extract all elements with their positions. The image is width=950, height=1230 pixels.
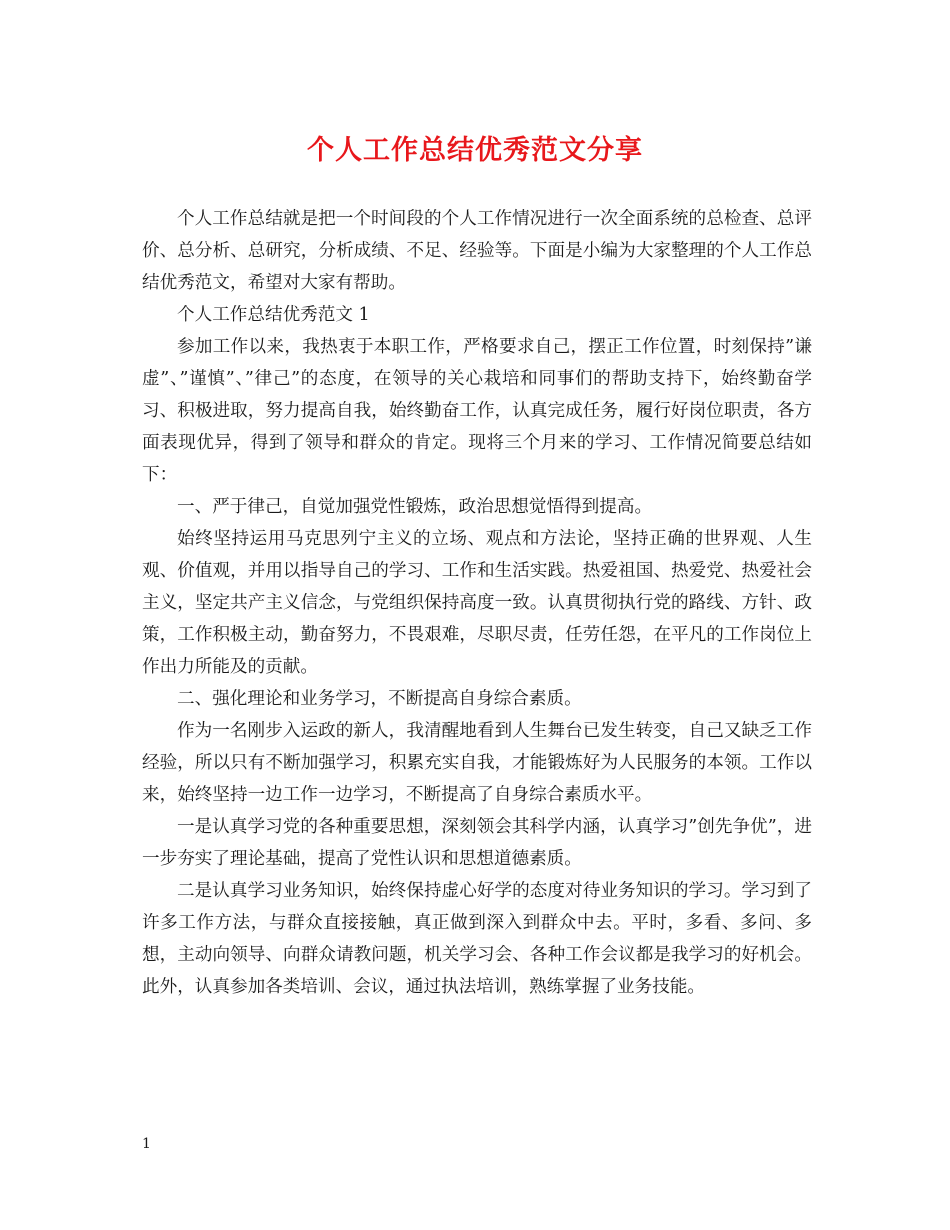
document-title: 个人工作总结优秀范文分享: [307, 135, 643, 166]
body-paragraph: 始终坚持运用马克思列宁主义的立场、观点和方法论，坚持正确的世界观、人生观、价值观，并用以指导自己的学习、工作和生活实践。热爱祖国、热爱党、热爱社会主义，坚定共产主义信念，与党组织保持高度一致。认真贯彻执行党的路线、方针、政策，工作积极主动，勤奋努力，不畏艰难，尽职尽责，任劳任怨，在平凡的工作岗位上作出力所能及的贡献。: [142, 529, 812, 677]
body-paragraph: 一是认真学习党的各种重要思想，深刻领会其科学内涵，认真学习”创先争优”，进一步夯实了理论基础，提高了党性认识和思想道德素质。: [142, 817, 812, 869]
document-body: [142, 203, 812, 1003]
subheading: 一、严于律己，自觉加强党性锻炼，政治思想觉悟得到提高。: [177, 497, 653, 517]
page-number: 1: [142, 1136, 151, 1152]
section-heading: 个人工作总结优秀范文 1: [177, 305, 370, 325]
body-paragraph: 作为一名刚步入运政的新人，我清醒地看到人生舞台已发生转变，自己又缺乏工作经验，所以只有不断加强学习，积累充实自我，才能锻炼好为人民服务的本领。工作以来，始终坚持一边工作一边学习，不断提高了自身综合素质水平。: [142, 721, 812, 805]
intro-paragraph: 个人工作总结就是把一个时间段的个人工作情况进行一次全面系统的总检查、总评价、总分析、总研究，分析成绩、不足、经验等。下面是小编为大家整理的个人工作总结优秀范文，希望对大家有帮助。: [142, 209, 812, 293]
body-paragraph: 二是认真学习业务知识，始终保持虚心好学的态度对待业务知识的学习。学习到了许多工作方法，与群众直接接触，真正做到深入到群众中去。平时，多看、多问、多想，主动向领导、向群众请教问题，机关学习会、各种工作会议都是我学习的好机会。此外，认真参加各类培训、会议，通过执法培训，熟练掌握了业务技能。: [142, 881, 812, 997]
subheading: 二、强化理论和业务学习，不断提高自身综合素质。: [177, 689, 582, 709]
body-paragraph: 参加工作以来，我热衷于本职工作，严格要求自己，摆正工作位置，时刻保持”谦虚”、”谨慎”、”律己”的态度，在领导的关心栽培和同事们的帮助支持下，始终勤奋学习、积极进取，努力提高自我，始终勤奋工作，认真完成任务，履行好岗位职责，各方面表现优异，得到了领导和群众的肯定。现将三个月来的学习、工作情况简要总结如下：: [142, 337, 812, 485]
